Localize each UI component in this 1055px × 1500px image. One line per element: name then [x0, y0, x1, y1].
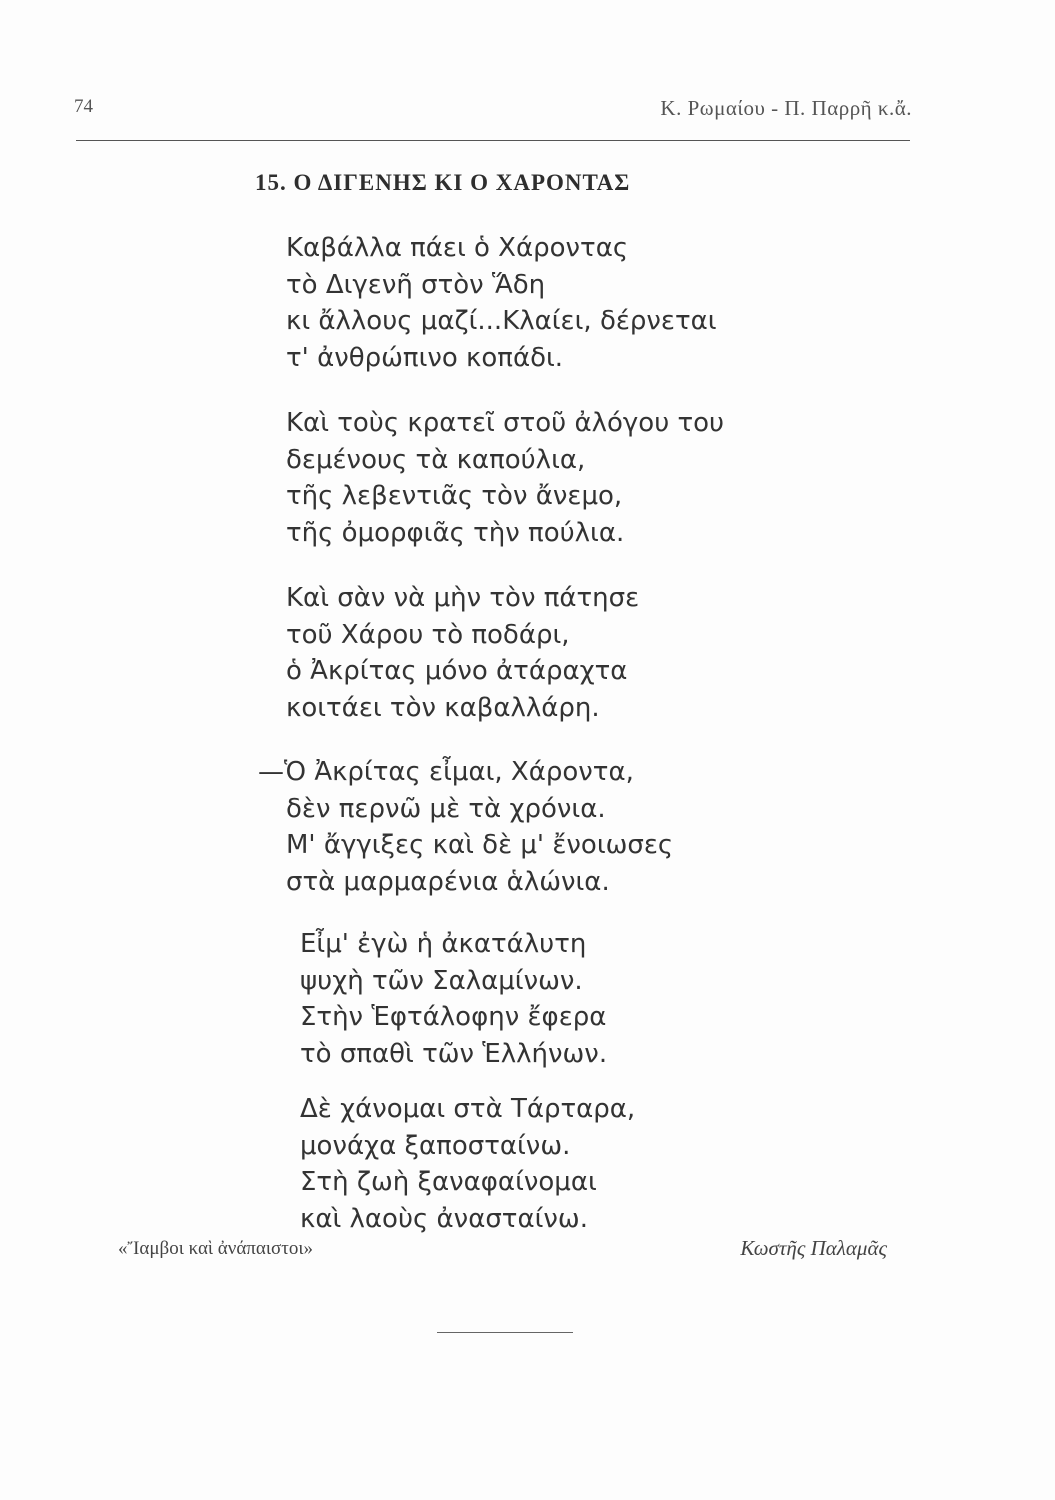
poem-line: τὸ σπαθὶ τῶν Ἑλλήνων. [300, 1038, 608, 1069]
poem-line: τοῦ Χάρου τὸ ποδάρι, [286, 619, 570, 650]
stanza-3 [286, 580, 639, 726]
poem-author: Κωστῆς Παλαμᾶς [740, 1236, 887, 1260]
poem-line: τῆς ὀμορφιᾶς τὴν πούλια. [286, 517, 625, 548]
stanza-6 [300, 1091, 635, 1237]
poem-line: Μ' ἄγγιξες καὶ δὲ μ' ἔνοιωσες [286, 830, 674, 860]
poem-line: ψυχὴ τῶν Σαλαμίνων. [300, 965, 583, 996]
stanza-4 [258, 754, 674, 900]
stanza-2 [286, 405, 724, 551]
poem-line: τ' ἀνθρώπινο κοπάδι. [286, 342, 564, 373]
poem-line: τὸ Διγενῆ στὸν Ἅδη [286, 269, 546, 300]
poem-line: Στὴ ζωὴ ξαναφαίνομαι [300, 1167, 597, 1197]
poem-line: τῆς λεβεντιᾶς τὸν ἄνεμο, [286, 481, 623, 511]
poem-line: κοιτάει τὸν καβαλλάρη. [286, 692, 600, 723]
poem-line: Στὴν Ἑφτάλοφην ἔφερα [300, 1002, 607, 1032]
running-head: Κ. Ρωμαίου - Π. Παρρῆ κ.ἄ. [660, 96, 912, 120]
poem-line: ὁ Ἀκρίτας μόνο ἀτάραχτα [286, 656, 628, 686]
stanza-1 [286, 230, 717, 376]
poem-line: Καὶ τοὺς κρατεῖ στοῦ ἀλόγου του [286, 408, 725, 438]
stanza-5 [300, 926, 607, 1072]
poem-source: «Ἴαμβοι καὶ ἀνάπαιστοι» [118, 1238, 313, 1259]
poem-line: —Ὁ Ἀκρίτας εἶμαι, Χάροντα, [258, 757, 634, 787]
poem-line: Καὶ σὰν νὰ μὴν τὸν πάτησε [286, 583, 640, 613]
poem-line: δεμένους τὰ καπούλια, [286, 444, 586, 475]
poem-line: δὲν περνῶ μὲ τὰ χρόνια. [286, 793, 606, 824]
poem-title: 15. Ο ΔΙΓΕΝΗΣ ΚΙ Ο ΧΑΡΟΝΤΑΣ [255, 170, 631, 195]
poem-line: Εἶμ' ἐγὼ ἡ ἀκατάλυτη [300, 929, 587, 959]
poem-line: κι ἄλλους μαζί...Κλαίει, δέρνεται [286, 306, 717, 336]
header-rule [76, 140, 910, 141]
end-rule [437, 1332, 573, 1333]
page-number: 74 [74, 96, 93, 117]
poem-line: καὶ λαοὺς ἀνασταίνω. [300, 1203, 588, 1234]
poem-line: Καβάλλα πάει ὁ Χάροντας [286, 233, 629, 263]
poem-line: Δὲ χάνομαι στὰ Τάρταρα, [300, 1094, 636, 1124]
poem-line: μονάχα ξαποσταίνω. [300, 1130, 571, 1161]
page-header [74, 96, 912, 126]
poem-line: στὰ μαρμαρένια ἁλώνια. [286, 866, 610, 897]
